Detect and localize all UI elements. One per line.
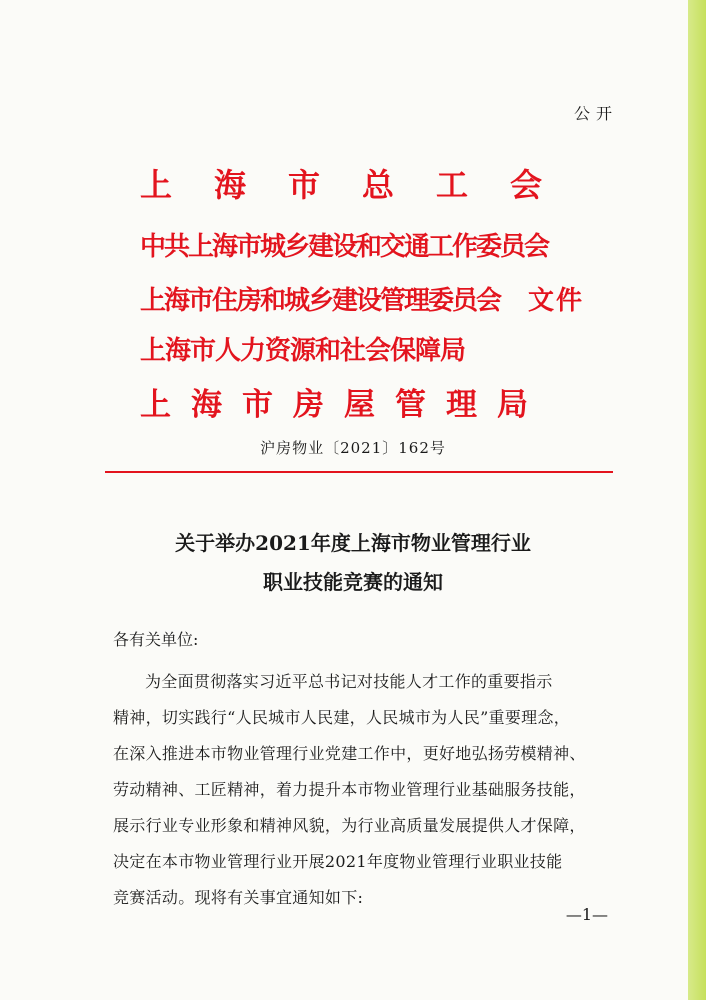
body-line: 为全面贯彻落实习近平总书记对技能人才工作的重要指示 [145,672,553,691]
red-divider-line [105,471,613,473]
document-number: 沪房物业〔2021〕162号 [260,439,446,457]
salutation: 各有关单位: [113,630,199,649]
issuer-construction-transport-committee: 中共上海市城乡建设和交通工作委员会 [140,232,549,262]
page-number: —1— [565,905,608,924]
issuer-housing-administration-bureau: 上海市房屋管理局 [140,387,548,423]
body-line: 劳动精神、工匠精神，着力提升本市物业管理行业基础服务技能， [113,780,586,799]
body-line: 决定在本市物业管理行业开展2021年度物业管理行业职业技能 [113,852,563,871]
body-line: 在深入推进本市物业管理行业党建工作中，更好地弘扬劳模精神、 [113,744,586,763]
document-word: 文件 [528,286,585,316]
page-edge-strip [688,0,706,1000]
issuing-authorities [140,150,610,426]
issuer-housing-construction-commission: 上海市住房和城乡建设管理委员会 [140,286,501,316]
notice-title-line-2: 职业技能竞赛的通知 [263,570,443,594]
body-paragraph [113,664,613,916]
notice-title-line-1: 关于举办2021年度上海市物业管理行业 [175,531,531,555]
secrecy-label: 公开 [573,104,618,123]
body-line: 竞赛活动。现将有关事宜通知如下: [113,888,364,907]
body-line: 展示行业专业形象和精神风貌，为行业高质量发展提供人才保障， [113,816,586,835]
body-line: 精神，切实践行“人民城市人民建，人民城市为人民”重要理念， [113,708,571,727]
issuer-human-resources-bureau: 上海市人力资源和社会保障局 [140,336,466,366]
issuer-federation-of-trade-unions: 上海市总工会 [140,166,585,204]
